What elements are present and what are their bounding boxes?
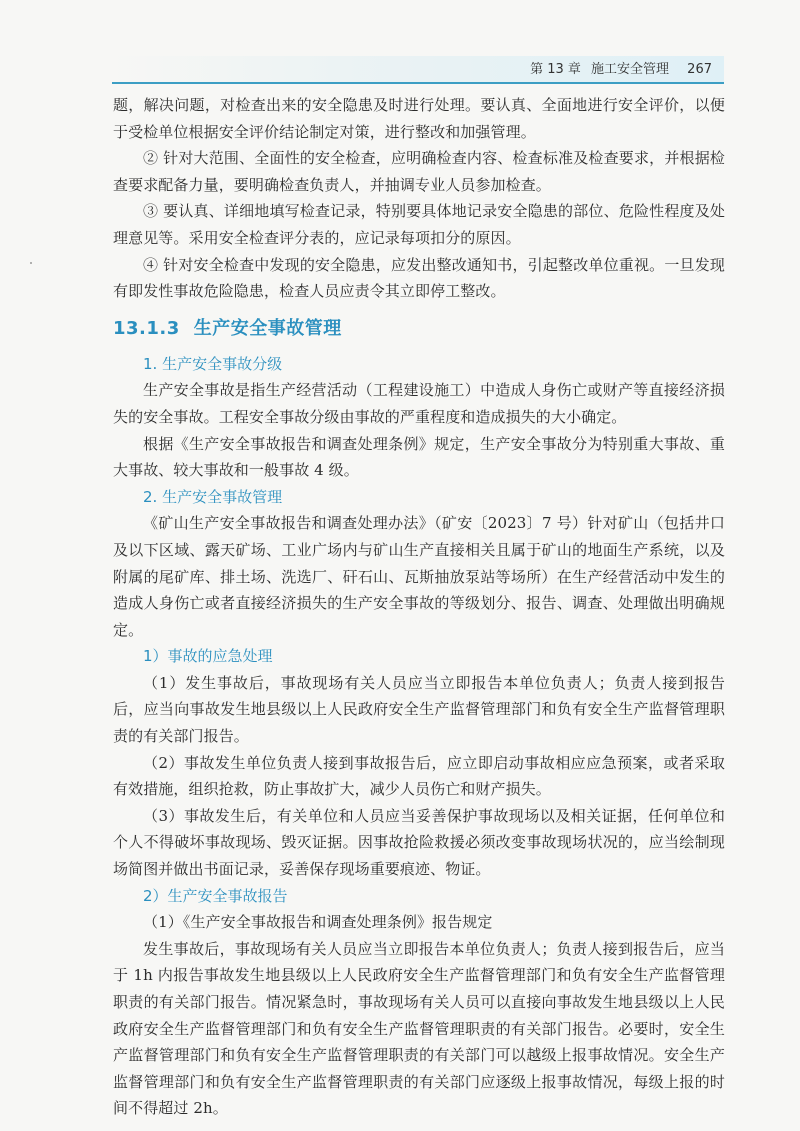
paragraph: ② 针对大范围、全面性的安全检查，应明确检查内容、检查标准及检查要求，并根据检查要求配备力量，要明确检查负责人，并抽调专业人员参加检查。: [113, 149, 725, 194]
paragraph: 发生事故后，事故现场有关人员应当立即报告本单位负责人；负责人接到报告后，应当于 1h 内报告事故发生地县级以上人民政府安全生产监督管理部门和负有安全生产监督管理职责的有关部门报告。情况紧急时，事故现场有关人员可以直接向事故发生地县级以上人民政府安全生产监督管理部门和负有安全生产监督管理职责的有关部门报告。必要时，安全生产监督管理部门和负有安全生产监督管理职责的有关部门可以越级上报事故情况。安全生产监督管理部门和负有安全生产监督管理职责的有关部门应逐级上报事故情况，每级上报的时间不得超过 2h。: [113, 939, 725, 1118]
scan-speck: [30, 262, 32, 264]
paragraph: （3）事故发生后，有关单位和人员应当妥善保护事故现场以及相关证据，任何单位和个人不得破坏事故现场、毁灭证据。因事故抢险救援必须改变事故现场状况的，应当绘制现场简图并做出书面记录，妥善保存现场重要痕迹、物证。: [113, 806, 725, 879]
paragraph: （1）发生事故后，事故现场有关人员应当立即报告本单位负责人；负责人接到报告后，应当向事故发生地县级以上人民政府安全生产监督管理部门和负有安全生产监督管理职责的有关部门报告。: [113, 673, 725, 746]
paragraph: 根据《生产安全事故报告和调查处理条例》规定，生产安全事故分为特别重大事故、重大事故、较大事故和一般事故 4 级。: [113, 434, 725, 480]
paragraph: 生产安全事故是指生产经营活动（工程建设施工）中造成人身伤亡或财产等直接经济损失的安全事故。工程安全事故分级由事故的严重程度和造成损失的大小确定。: [113, 381, 725, 426]
paragraph: （1）《生产安全事故报告和调查处理条例》报告规定: [143, 913, 493, 932]
header-title: 施工安全管理: [591, 62, 670, 77]
section-heading: [113, 316, 725, 342]
subsection-heading: 1. 生产安全事故分级: [143, 354, 283, 373]
paragraph: ④ 针对安全检查中发现的安全隐患，应发出整改通知书，引起整改单位重视。一旦发现有即发性事故危险隐患，检查人员应责令其立即停工整改。: [113, 255, 725, 301]
paragraph: （2）事故发生单位负责人接到事故报告后，应立即启动事故相应应急预案，或者采取有效措施，组织抢救，防止事故扩大，减少人员伤亡和财产损失。: [113, 753, 725, 799]
subsection-heading: 2）生产安全事故报告: [143, 886, 288, 905]
section-title: 生产安全事故管理: [193, 317, 342, 339]
running-header: [112, 56, 724, 84]
header-chapter: 第 13 章: [530, 62, 581, 77]
page-body: [113, 92, 725, 1122]
subsection-heading: 1）事故的应急处理: [143, 647, 273, 666]
paragraph: 题，解决问题，对检查出来的安全隐患及时进行处理。要认真、全面地进行安全评价，以便于受检单位根据安全评价结论制定对策，进行整改和加强管理。: [113, 96, 725, 141]
section-number: 13.1.3: [113, 317, 180, 339]
paragraph: 《矿山生产安全事故报告和调查处理办法》（矿安〔2023〕7 号）针对矿山（包括井口及以下区域、露天矿场、工业广场内与矿山生产直接相关且属于矿山的地面生产系统，以及附属的尾矿库、排土场、洗选厂、矸石山、瓦斯抽放泵站等场所）在生产经营活动中发生的造成人身伤亡或者直接经济损失的生产安全事故的等级划分、报告、调查、处理做出明确规定。: [113, 514, 725, 639]
page-number: 267: [687, 62, 712, 77]
subsection-heading: 2. 生产安全事故管理: [143, 487, 283, 506]
paragraph: ③ 要认真、详细地填写检查记录，特别要具体地记录安全隐患的部位、危险性程度及处理意见等。采用安全检查评分表的，应记录每项扣分的原因。: [113, 202, 725, 247]
header-text: [524, 58, 712, 77]
